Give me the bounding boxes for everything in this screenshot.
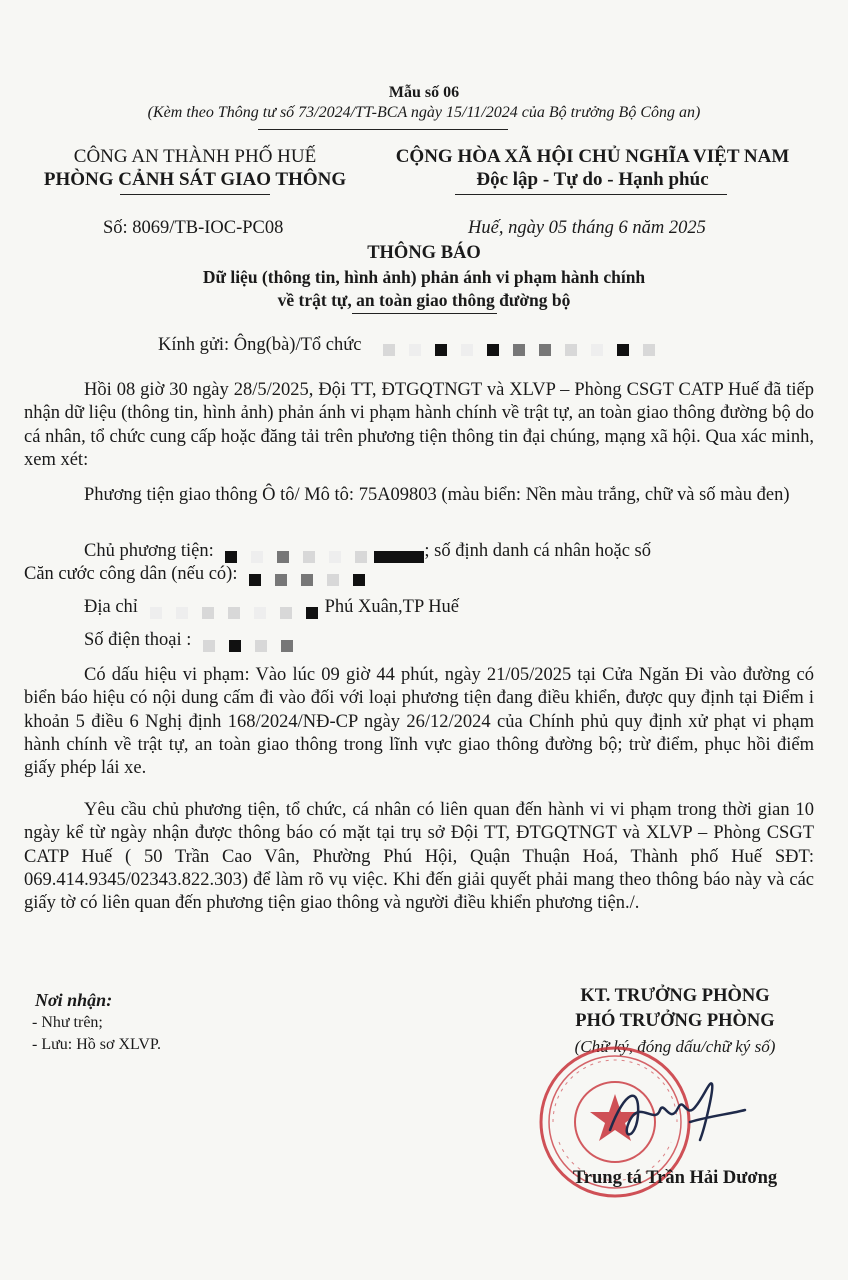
sign-note: (Chữ ký, đóng dấu/chữ ký số): [574, 1037, 776, 1056]
request-text: Yêu cầu chủ phương tiện, tổ chức, cá nhân có liên quan đến hành vi vi phạm trong thời gian 10 ngày kể từ ngày nhận được thông báo có mặt tại trụ sở Đội TT, ĐTGQTNGT và XLVP – Phòng CSGT CATP Huế ( 50 Trần Cao Vân, Phường Phú Hội, Quận Thuận Hoá, Thành phố Huế SĐT: 069.414.9345/02343.822.303) để làm rõ vụ việc. Khi đến giải quyết phải mang theo thông báo này và các giấy tờ có liên quan đến phương tiện giao thông và người điều khiển phương tiện./.: [24, 800, 814, 914]
phone-label: Số điện thoại :: [84, 630, 192, 650]
signer-name: Trung tá Trần Hải Dương: [572, 1168, 778, 1188]
nation-line2: Độc lập - Tự do - Hạnh phúc: [476, 169, 709, 190]
document-subtitle-2: về trật tự, an toàn giao thông đường bộ: [277, 290, 571, 310]
agency-underline: [120, 194, 270, 195]
address-label: Địa chỉ: [84, 597, 138, 617]
header-divider: [258, 129, 508, 130]
nation-line1: CỘNG HÒA XÃ HỘI CHỦ NGHĨA VIỆT NAM: [395, 146, 790, 167]
document-number: Số: 8069/TB-IOC-PC08: [103, 218, 284, 238]
agency-line2: PHÒNG CẢNH SÁT GIAO THÔNG: [43, 169, 347, 190]
document-subtitle-1: Dữ liệu (thông tin, hình ảnh) phản ánh vi phạm hành chính: [202, 267, 646, 287]
recipient-line: [158, 335, 662, 356]
place-date: Huế, ngày 05 tháng 6 năm 2025: [468, 218, 706, 238]
agency-line1: CÔNG AN THÀNH PHỐ HUẾ: [73, 146, 317, 167]
nation-underline: [455, 194, 727, 195]
redacted-owner-name: [218, 545, 424, 559]
recipient-item-2: - Lưu: Hồ sơ XLVP.: [32, 1036, 161, 1053]
vehicle-text: Phương tiện giao thông Ô tô/ Mô tô: 75A09803 (màu biển: Nền màu trắng, chữ và số màu đen): [84, 485, 790, 505]
title-underline: [352, 313, 497, 314]
document-title: THÔNG BÁO: [367, 243, 481, 263]
paragraph-intake: [24, 379, 814, 472]
paragraph-phone: [24, 629, 814, 652]
paragraph-address: [24, 596, 814, 619]
sign-title-2: PHÓ TRƯỞNG PHÒNG: [575, 1011, 775, 1031]
owner-suffix: ; số định danh cá nhân hoặc số: [424, 541, 651, 561]
address-suffix: Phú Xuân,TP Huế: [324, 597, 460, 617]
sign-title-1: KT. TRƯỞNG PHÒNG: [580, 986, 770, 1006]
recipient-item-1: - Như trên;: [32, 1014, 103, 1031]
redacted-phone: [196, 634, 300, 648]
recipients-title: Nơi nhận:: [35, 990, 113, 1010]
id-label: Căn cước công dân (nếu có):: [24, 564, 238, 585]
paragraph-vehicle: [24, 484, 814, 507]
violation-text: Có dấu hiệu vi phạm: Vào lúc 09 giờ 44 phút, ngày 21/05/2025 tại Cửa Ngăn Đi vào đường có biển báo hiệu có nội dung cấm đi vào đối với loại phương tiện đang điều khiển, được quy định tại Điểm i khoản 5 điều 6 Nghị định 168/2024/NĐ-CP ngày 26/12/2024 của Chính phủ quy định xử phạt vi phạm hành chính về trật tự, an toàn giao thông trong lĩnh vực giao thông đường bộ; trừ điểm, phục hồi điểm giấy phép lái xe.: [24, 665, 814, 779]
intake-text: Hồi 08 giờ 30 ngày 28/5/2025, Đội TT, ĐTGQTNGT và XLVP – Phòng CSGT CATP Huế đã tiếp nhận dữ liệu (thông tin, hình ảnh) phản ánh vi phạm hành chính về trật tự, an toàn giao thông đường bộ do cá nhân, tổ chức cung cấp hoặc đăng tải trên phương tiện thông tin đại chúng, mạng xã hội. Qua xác minh, xem xét:: [24, 380, 814, 470]
redacted-recipient: [376, 339, 662, 353]
signature-icon: [600, 1070, 750, 1150]
paragraph-owner: [24, 540, 814, 587]
paragraph-violation: [24, 664, 814, 780]
redacted-address: [143, 601, 325, 615]
form-number: Mẫu số 06: [388, 84, 460, 101]
form-reference: (Kèm theo Thông tư số 73/2024/TT-BCA ngày 15/11/2024 của Bộ trưởng Bộ Công an): [147, 104, 701, 121]
recipient-label: Kính gửi: Ông(bà)/Tổ chức: [158, 335, 362, 355]
redacted-id-number: [242, 568, 372, 582]
owner-label: Chủ phương tiện:: [84, 541, 214, 561]
paragraph-request: [24, 799, 814, 915]
